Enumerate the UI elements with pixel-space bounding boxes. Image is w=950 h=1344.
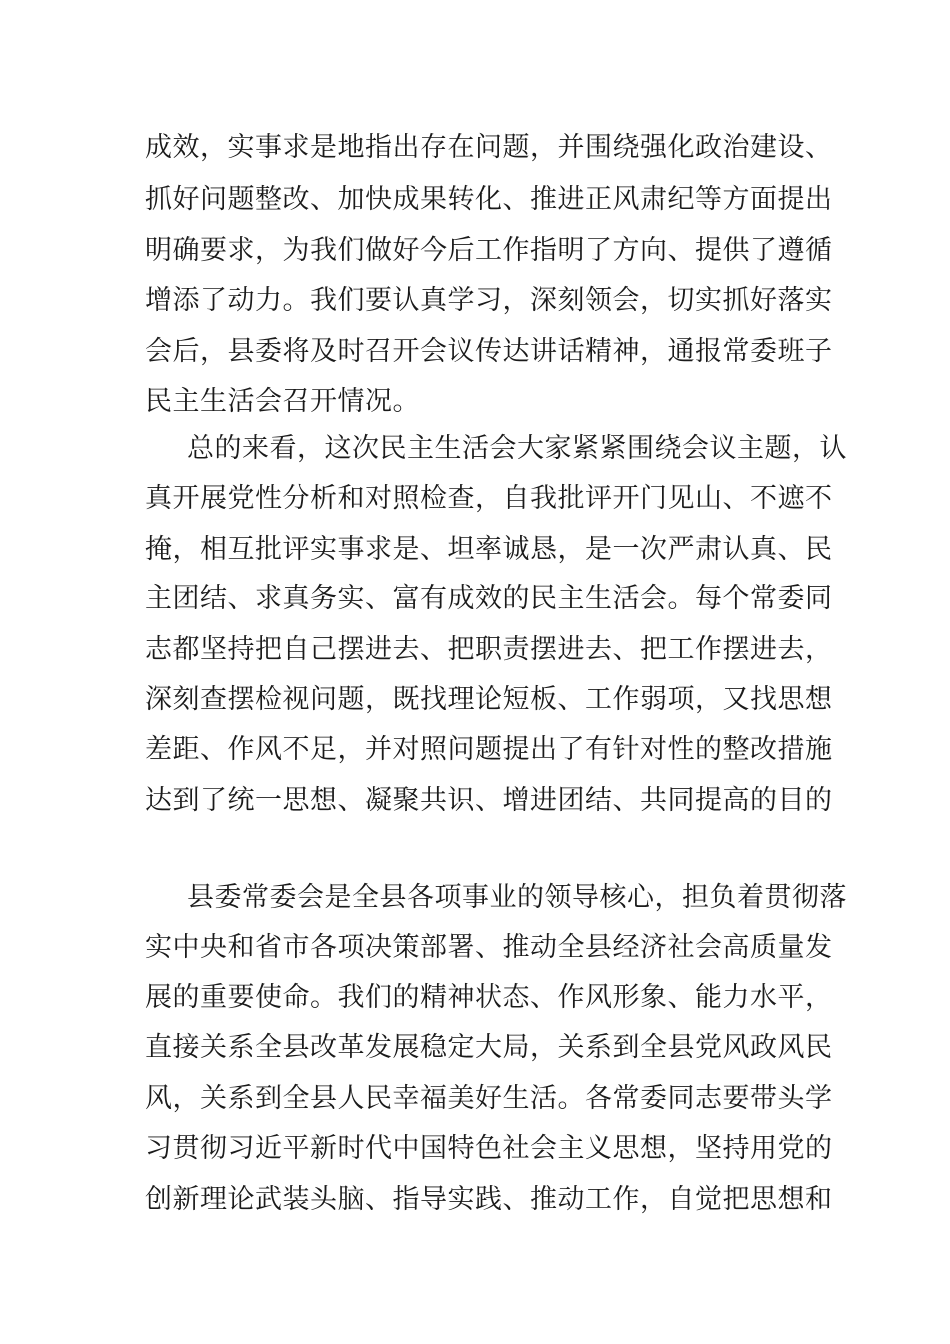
text-line: 风，关系到全县人民幸福美好生活。各常委同志要带头学 [145, 1083, 833, 1114]
text-line: 民主生活会召开情况。 [145, 386, 420, 417]
text-line: 明确要求，为我们做好今后工作指明了方向、提供了遵循 [145, 235, 833, 266]
text-line: 直接关系全县改革发展稳定大局，关系到全县党风政风民 [145, 1032, 833, 1063]
text-line: 主团结、求真务实、富有成效的民主生活会。每个常委同 [145, 583, 833, 614]
text-line: 创新理论武装头脑、指导实践、推动工作，自觉把思想和 [145, 1184, 833, 1215]
text-line: 增添了动力。我们要认真学习，深刻领会，切实抓好落实 [145, 285, 833, 316]
text-line: 会后，县委将及时召开会议传达讲话精神，通报常委班子 [145, 336, 833, 367]
text-line: 县委常委会是全县各项事业的领导核心，担负着贯彻落 [187, 882, 847, 913]
text-line: 深刻查摆检视问题，既找理论短板、工作弱项，又找思想 [145, 684, 833, 715]
text-line: 抓好问题整改、加快成果转化、推进正风肃纪等方面提出 [145, 184, 833, 215]
text-line: 习贯彻习近平新时代中国特色社会主义思想，坚持用党的 [145, 1133, 833, 1164]
text-line: 达到了统一思想、凝聚共识、增进团结、共同提高的目的 [145, 785, 833, 816]
text-line: 真开展党性分析和对照检查，自我批评开门见山、不遮不 [145, 483, 833, 514]
text-line: 掩，相互批评实事求是、坦率诚恳，是一次严肃认真、民 [145, 534, 833, 565]
text-line: 实中央和省市各项决策部署、推动全县经济社会高质量发 [145, 932, 833, 963]
text-line: 展的重要使命。我们的精神状态、作风形象、能力水平， [145, 982, 833, 1013]
text-line: 总的来看，这次民主生活会大家紧紧围绕会议主题，认 [187, 433, 847, 464]
text-line: 志都坚持把自己摆进去、把职责摆进去、把工作摆进去， [145, 634, 833, 665]
text-line: 差距、作风不足，并对照问题提出了有针对性的整改措施 [145, 734, 833, 765]
text-line: 成效，实事求是地指出存在问题，并围绕强化政治建设、 [145, 132, 833, 163]
